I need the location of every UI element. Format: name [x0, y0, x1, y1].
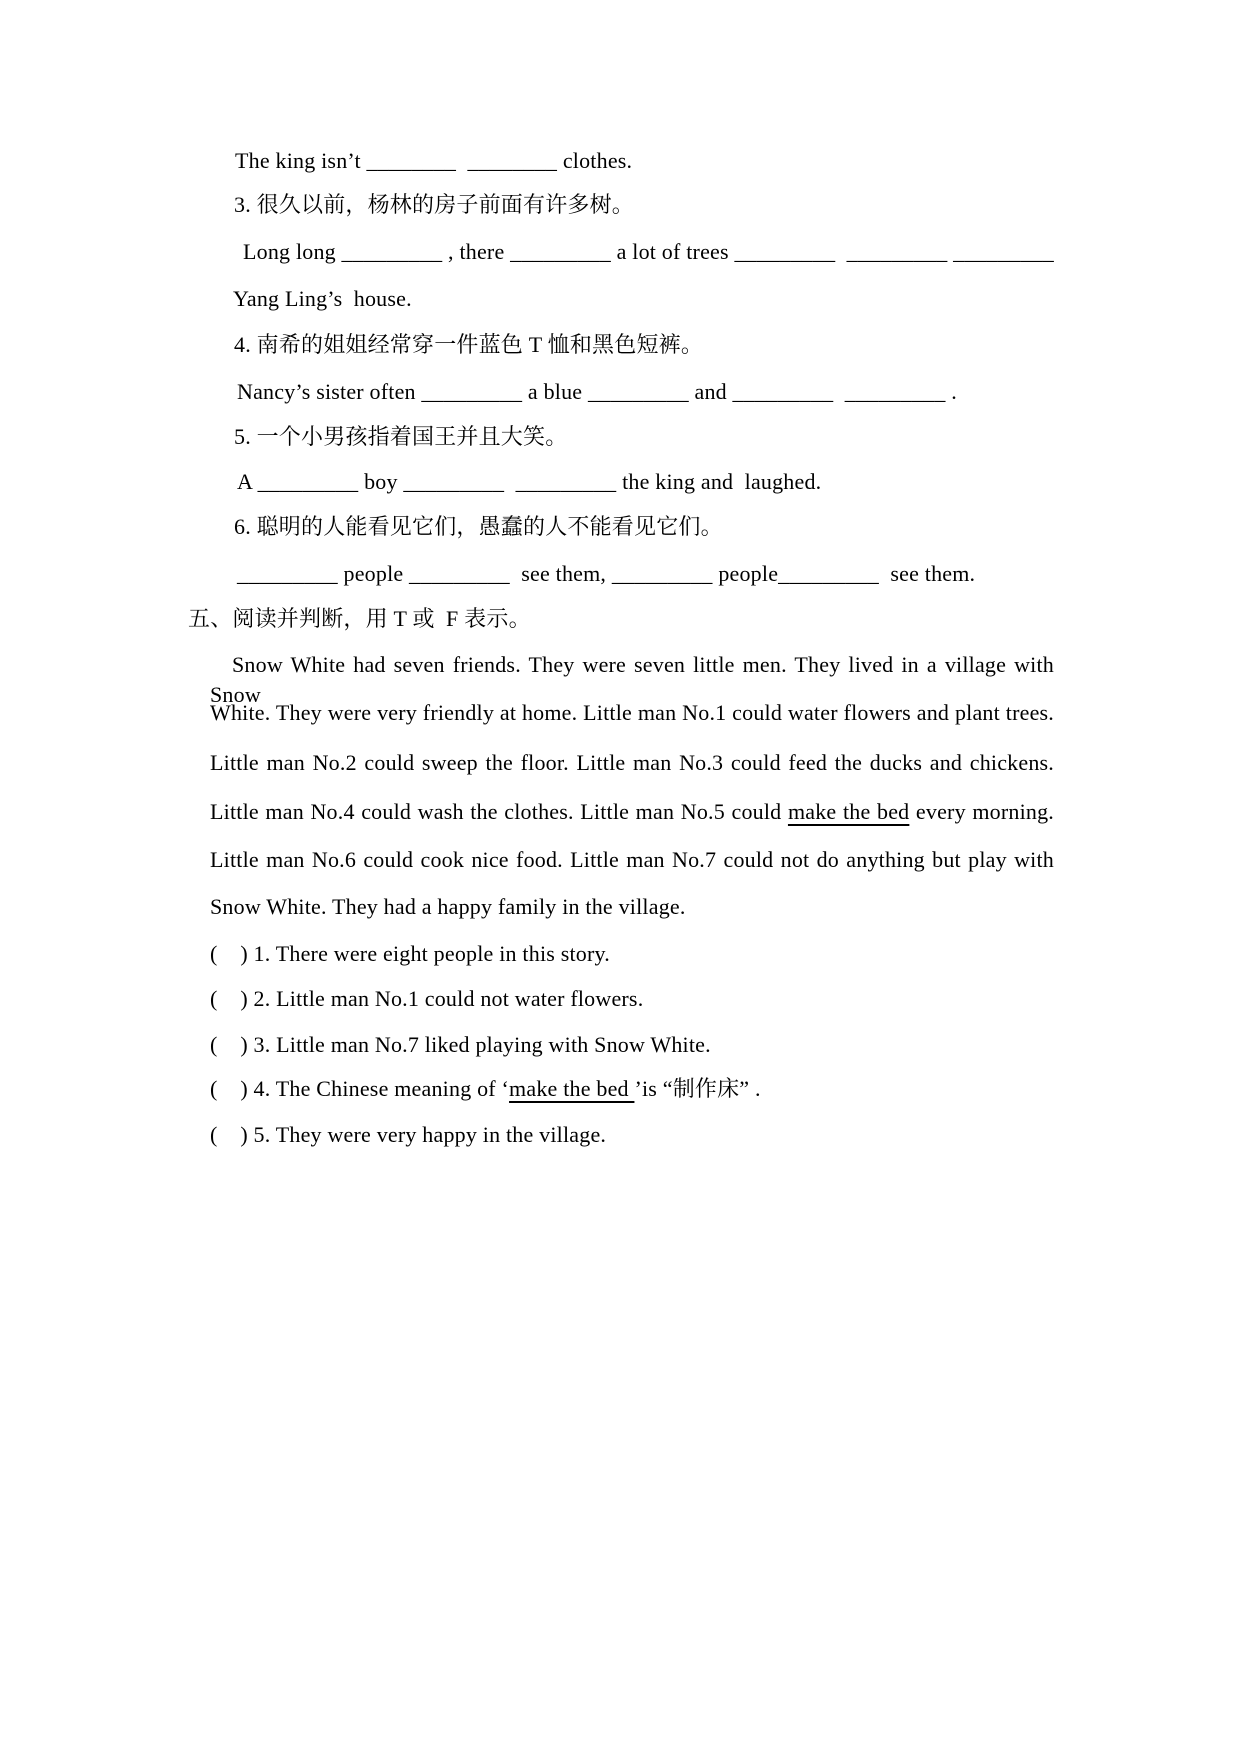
question-4-underlined-phrase: make the bed — [509, 1076, 635, 1101]
question-5: ( ) 5. They were very happy in the village. — [210, 1122, 607, 1147]
item3-chinese-line: 3. 很久以前，杨林的房子前面有许多树。 — [234, 192, 635, 217]
question-4 — [210, 1074, 761, 1104]
passage-line-4 — [210, 797, 1054, 827]
question-4-post: ’is “制作床” . — [634, 1076, 761, 1101]
question-2: ( ) 2. Little man No.1 could not water flowers. — [210, 986, 644, 1011]
question-3: ( ) 3. Little man No.7 liked playing with Snow White. — [210, 1032, 711, 1057]
item6-english-line: _________ people _________ see them, _________ people_________ see them. — [237, 561, 976, 586]
item6-chinese-line: 6. 聪明的人能看见它们，愚蠢的人不能看见它们。 — [234, 514, 723, 539]
passage-line-4-pre: Little man No.4 could wash the clothes. Little man No.5 could — [210, 799, 788, 824]
item5-chinese-line: 5. 一个小男孩指着国王并且大笑。 — [234, 424, 568, 449]
passage-line-2: White. They were very friendly at home. Little man No.1 could water flowers and plant trees. — [210, 700, 1054, 725]
item2-english-line: The king isn’t ________ ________ clothes. — [235, 148, 633, 173]
question-4-pre: ( ) 4. The Chinese meaning of ‘ — [210, 1076, 510, 1101]
passage-line-1: Snow White had seven friends. They were seven little men. They lived in a village with Snow — [210, 652, 1054, 707]
underlined-phrase-make-the-bed: make the bed — [787, 799, 910, 824]
item3-english-line-1: Long long _________ , there _________ a lot of trees _________ _________ _________ — [243, 239, 1054, 264]
passage-line-3: Little man No.2 could sweep the floor. Little man No.3 could feed the ducks and chickens. — [210, 750, 1054, 775]
item3-english-line-2: Yang Ling’s house. — [233, 286, 412, 311]
question-1: ( ) 1. There were eight people in this story. — [210, 941, 610, 966]
item4-english-line: Nancy’s sister often _________ a blue _________ and _________ _________ . — [237, 379, 957, 404]
item5-english-line: A _________ boy _________ _________ the king and laughed. — [237, 469, 822, 494]
passage-line-5: Little man No.6 could cook nice food. Little man No.7 could not do anything but play with — [210, 847, 1054, 872]
passage-line-6: Snow White. They had a happy family in the village. — [210, 894, 686, 919]
section5-header: 五、阅读并判断，用 T 或 F 表示。 — [188, 606, 531, 631]
passage-line-4-post: every morning. — [909, 799, 1054, 824]
item4-chinese-line: 4. 南希的姐姐经常穿一件蓝色 T 恤和黑色短裤。 — [234, 332, 704, 357]
